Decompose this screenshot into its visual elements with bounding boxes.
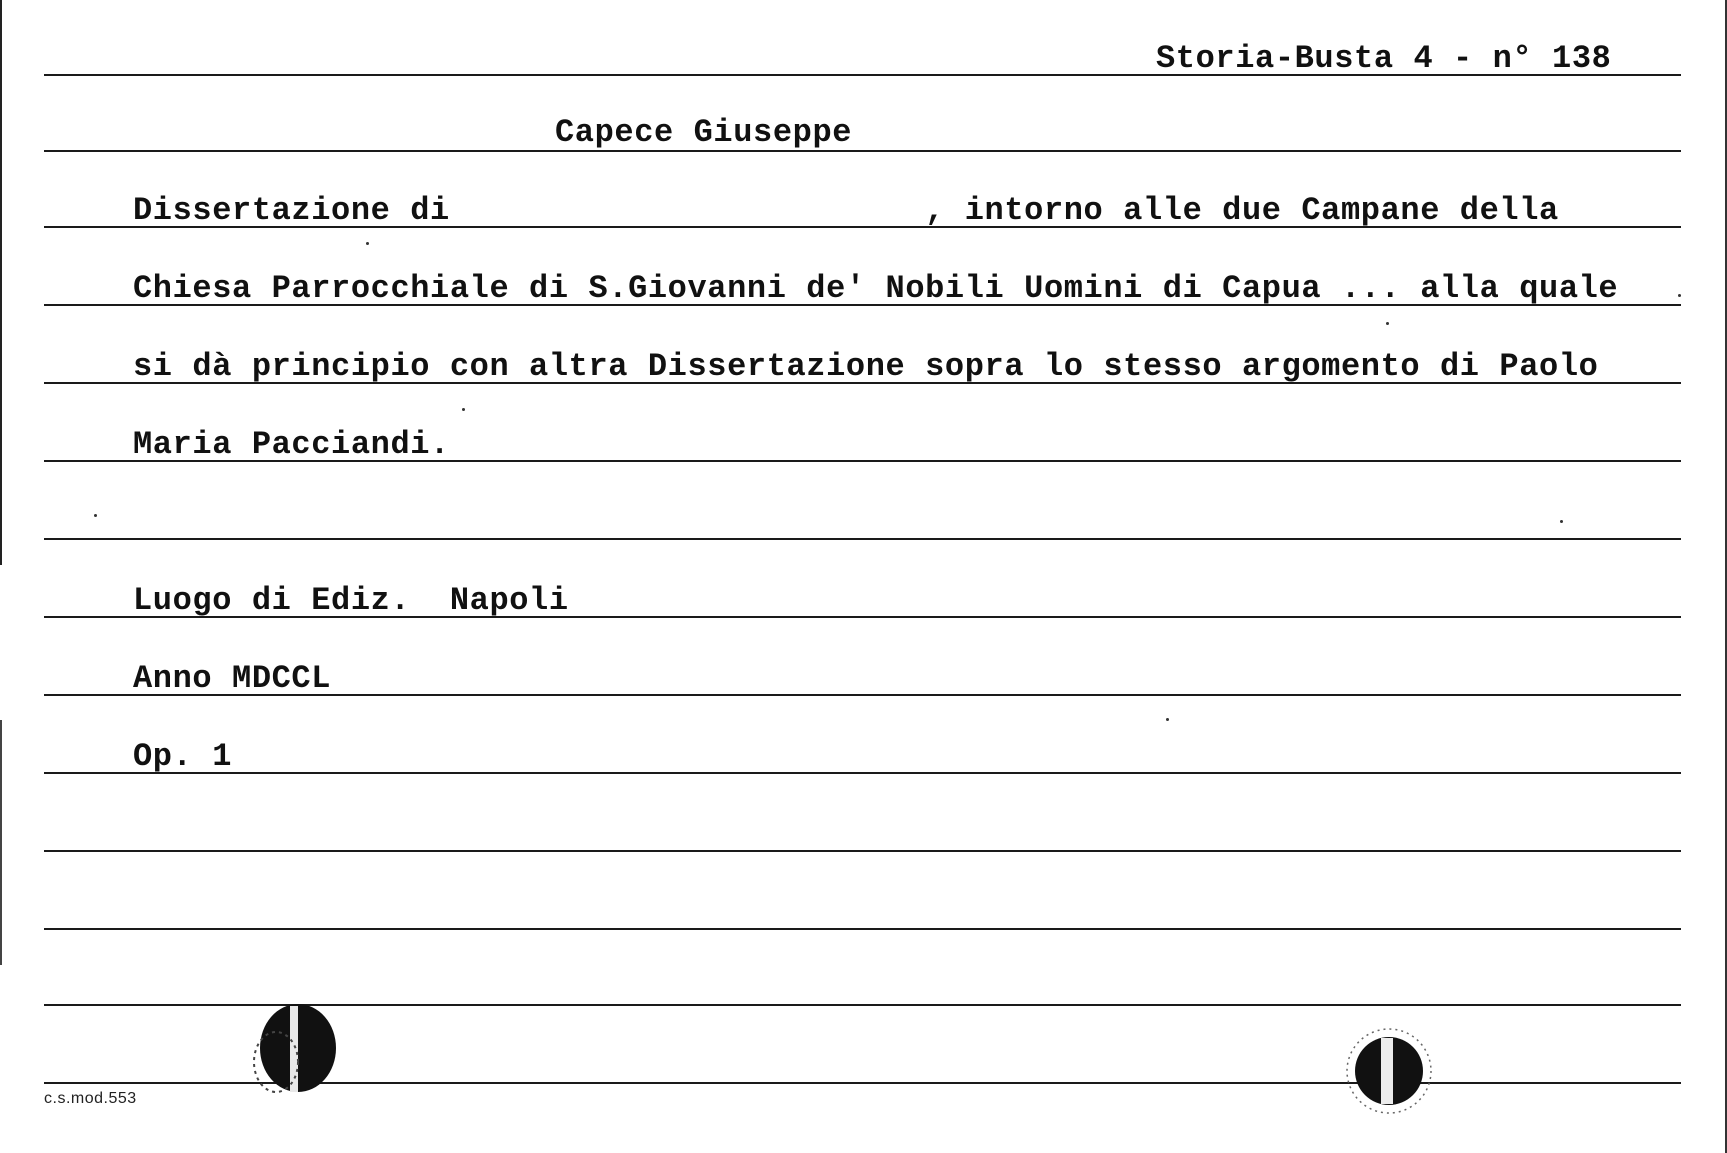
- title-line-3: si dà principio con altra Dissertazione sopra lo stesso argomento di Paolo: [133, 348, 1599, 385]
- ruled-line: [44, 772, 1681, 774]
- shelfmark-header: Storia-Busta 4 - n° 138: [1156, 40, 1612, 77]
- title-line-2: Chiesa Parrocchiale di S.Giovanni de' Nobili Uomini di Capua ... alla quale: [133, 270, 1619, 307]
- card-left-edge: [0, 0, 2, 565]
- form-code: c.s.mod.553: [44, 1090, 137, 1107]
- paper-speck: [1560, 520, 1563, 523]
- title-line-4: Maria Pacciandi.: [133, 426, 450, 463]
- paper-speck: [462, 408, 465, 411]
- punch-hole-left-icon: [248, 1000, 348, 1110]
- paper-speck: [94, 514, 97, 517]
- paper-speck: [1678, 294, 1681, 297]
- author-name: Capece Giuseppe: [555, 114, 853, 151]
- paper-speck: [1166, 718, 1169, 721]
- ruled-line: [44, 928, 1681, 930]
- card-left-edge-lower: [0, 720, 2, 965]
- punch-hole-right-icon: [1344, 1026, 1434, 1116]
- ruled-line: [44, 150, 1681, 152]
- opera-number: Op. 1: [133, 738, 233, 775]
- place-of-edition: Luogo di Ediz. Napoli: [133, 582, 569, 619]
- paper-speck: [366, 242, 369, 245]
- paper-speck: [1386, 322, 1389, 325]
- title-line-1: Dissertazione di , intorno alle due Campane della: [133, 192, 1559, 229]
- ruled-line: [44, 850, 1681, 852]
- ruled-line: [44, 538, 1681, 540]
- year-of-edition: Anno MDCCL: [133, 660, 332, 697]
